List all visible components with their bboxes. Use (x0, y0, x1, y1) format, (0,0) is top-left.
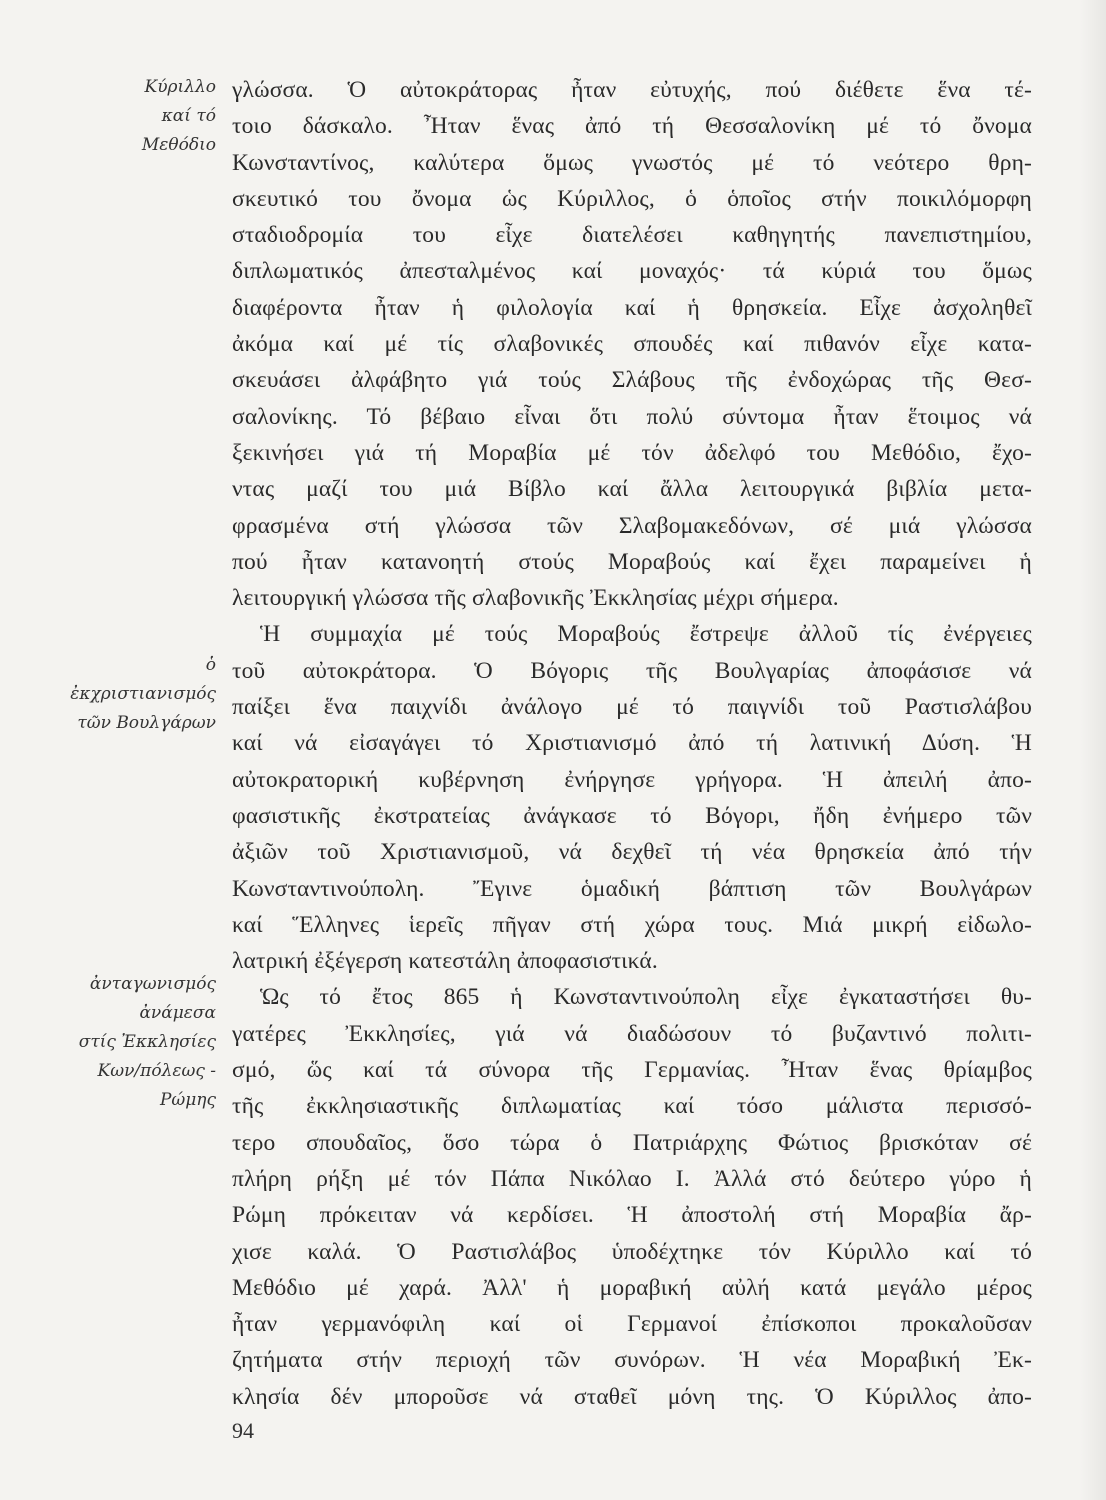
text-line: λειτουργική γλώσσα τῆς σλαβονικῆς Ἐκκλησίας μέχρι σήμερα. (232, 585, 839, 612)
text-line: ντας μαζί του μιά Βίβλο καί ἄλλα λειτουργικά βιβλία μετα- (232, 476, 1032, 503)
margin-note-line: στίς Ἐκκλησίες (78, 1032, 216, 1052)
margin-note-line: ἐκχριστιανισμός (70, 684, 216, 704)
margin-note-line: Κύριλλο (144, 77, 216, 97)
text-line: γατέρες Ἐκκλησίες, γιά νά διαδώσουν τό βυζαντινό πολιτι- (232, 1020, 1032, 1047)
text-line: Ρώμη πρόκειταν νά κερδίσει. Ἡ ἀποστολή στή Μοραβία ἄρ- (232, 1202, 1032, 1229)
text-line: λατρική ἐξέγερση κατεστάλη ἀποφασιστικά. (232, 948, 658, 975)
text-line: διπλωματικός ἀπεσταλμένος καί μοναχός· τά κύριά του ὅμως (232, 258, 1032, 285)
text-line: σταδιοδρομία του εἶχε διατελέσει καθηγητής πανεπιστημίου, (232, 222, 1032, 249)
text-line: πλήρη ρήξη μέ τόν Πάπα Νικόλαο Ι. Ἀλλά στό δεύτερο γύρο ἡ (232, 1165, 1032, 1192)
text-line: σαλονίκης. Τό βέβαιο εἶναι ὅτι πολύ σύντομα ἦταν ἕτοιμος νά (232, 403, 1032, 430)
margin-note-bulgarian-christianization (20, 651, 216, 738)
margin-note-church-rivalry (20, 970, 216, 1115)
text-line: Κωνσταντίνος, καλύτερα ὅμως γνωστός μέ τό νεότερο θρη- (232, 149, 1032, 176)
text-line: τοιο δάσκαλο. Ἦταν ἕνας ἀπό τή Θεσσαλονίκη μέ τό ὄνομα (232, 113, 1032, 140)
margin-note-line: Κων/πόλεως - (97, 1061, 216, 1081)
margin-note-line: ὁ (205, 655, 216, 675)
text-line: τοῦ αὐτοκράτορα. Ὁ Βόγορις τῆς Βουλγαρίας ἀποφάσισε νά (232, 657, 1032, 684)
margin-note-cyril-methodius (20, 73, 216, 160)
text-line: ἀκόμα καί μέ τίς σλαβονικές σπουδές καί πιθανόν εἶχε κατα- (232, 331, 1032, 358)
text-line: Ὡς τό ἔτος 865 ἡ Κωνσταντινούπολη εἶχε ἐγκαταστήσει θυ- (260, 984, 1032, 1011)
margin-note-line: καί τό (161, 106, 216, 126)
text-line: Ἡ συμμαχία μέ τούς Μοραβούς ἔστρεψε ἀλλοῦ τίς ἐνέργειες (260, 621, 1032, 648)
margin-note-line: ἀνάμεσα (139, 1003, 216, 1023)
page-number: 94 (232, 1418, 254, 1443)
text-line: ἀξιῶν τοῦ Χριστιανισμοῦ, νά δεχθεῖ τή νέα θρησκεία ἀπό τήν (232, 839, 1032, 866)
text-line: Κωνσταντινούπολη. Ἔγινε ὁμαδική βάπτιση τῶν Βουλγάρων (232, 875, 1032, 902)
text-line: καί νά εἰσαγάγει τό Χριστιανισμό ἀπό τή λατινική Δύση. Ἡ (232, 730, 1032, 757)
text-line: χισε καλά. Ὁ Ραστισλάβος ὑποδέχτηκε τόν Κύριλλο καί τό (232, 1238, 1032, 1265)
text-line: γλώσσα. Ὁ αὐτοκράτορας ἦταν εὐτυχής, πού διέθετε ἕνα τέ- (232, 77, 1032, 103)
margin-note-line: τῶν Βουλγάρων (77, 713, 216, 733)
text-line: σκευάσει ἀλφάβητο γιά τούς Σλάβους τῆς ἐνδοχώρας τῆς Θεσ- (232, 367, 1032, 394)
text-line: ἦταν γερμανόφιλη καί οἱ Γερμανοί ἐπίσκοποι προκαλοῦσαν (232, 1311, 1032, 1338)
text-line: τῆς ἐκκλησιαστικῆς διπλωματίας καί τόσο μάλιστα περισσό- (232, 1093, 1032, 1120)
margin-note-line: Ρώμης (159, 1090, 216, 1110)
text-line: τερο σπουδαῖος, ὅσο τώρα ὁ Πατριάρχης Φώτιος βρισκόταν σέ (232, 1129, 1032, 1156)
text-line: αὐτοκρατορική κυβέρνηση ἐνήργησε γρήγορα. Ἡ ἀπειλή ἀπο- (232, 766, 1032, 793)
text-line: Μεθόδιο μέ χαρά. Ἀλλ' ἡ μοραβική αὐλή κατά μεγάλο μέρος (232, 1274, 1032, 1301)
text-line: ξεκινήσει γιά τή Μοραβία μέ τόν ἀδελφό του Μεθόδιο, ἔχο- (232, 439, 1032, 466)
text-line: σκευτικό του ὄνομα ὡς Κύριλλος, ὁ ὁποῖος στήν ποικιλόμορφη (232, 185, 1032, 212)
page-edge-shadow (1080, 0, 1106, 1500)
text-line: διαφέροντα ἦταν ἡ φιλολογία καί ἡ θρησκεία. Εἶχε ἀσχοληθεῖ (232, 294, 1032, 321)
text-line: καί Ἕλληνες ἱερεῖς πῆγαν στή χώρα τους. Μιά μικρή εἰδωλο- (232, 911, 1032, 938)
text-line: φασιστικῆς ἐκστρατείας ἀνάγκασε τό Βόγορι, ἤδη ἐνήμερο τῶν (232, 802, 1032, 829)
text-line: σμό, ὥς καί τά σύνορα τῆς Γερμανίας. Ἦταν ἕνας θρίαμβος (232, 1057, 1032, 1084)
text-line: φρασμένα στή γλώσσα τῶν Σλαβομακεδόνων, σέ μιά γλώσσα (232, 512, 1032, 539)
text-line: ζητήματα στήν περιοχή τῶν συνόρων. Ἡ νέα Μοραβική Ἐκ- (232, 1347, 1032, 1374)
text-line: κλησία δέν μποροῦσε νά σταθεῖ μόνη της. Ὁ Κύριλλος ἀπο- (232, 1383, 1032, 1410)
body-text (232, 72, 1032, 1415)
margin-note-line: ἀνταγωνισμός (89, 974, 216, 994)
text-line: πού ἦταν κατανοητή στούς Μοραβούς καί ἔχει παραμείνει ἡ (232, 548, 1032, 575)
text-line: παίξει ἕνα παιχνίδι ἀνάλογο μέ τό παιγνίδι τοῦ Ραστισλάβου (232, 694, 1032, 721)
margin-note-line: Μεθόδιο (141, 135, 216, 155)
